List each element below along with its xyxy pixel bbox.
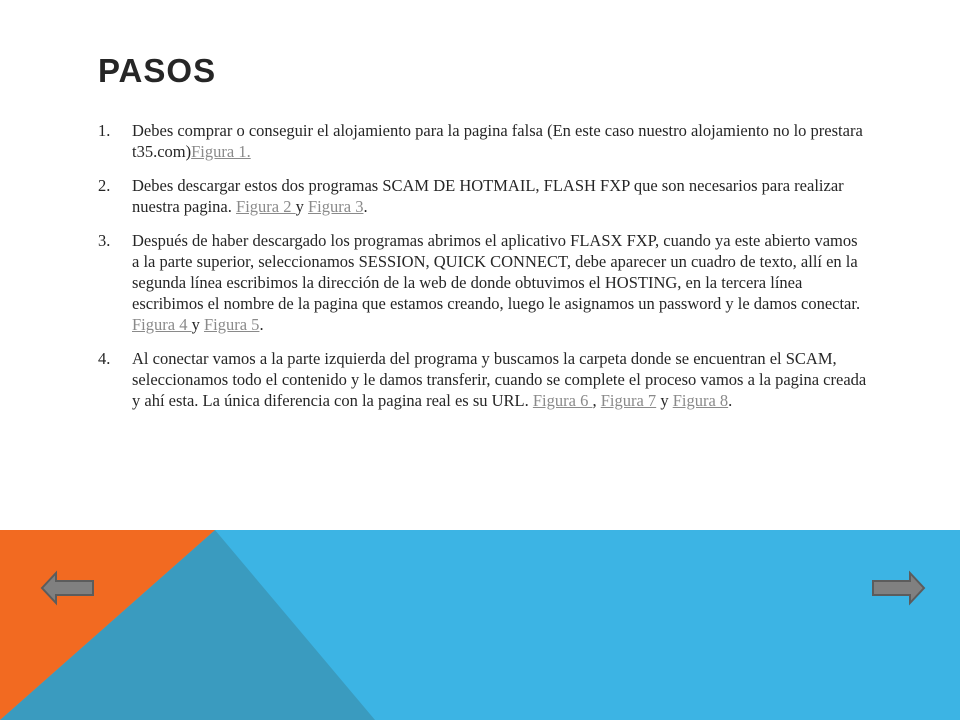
right-arrow-icon bbox=[873, 573, 924, 603]
steps-list bbox=[98, 120, 868, 424]
footer-band bbox=[0, 530, 960, 720]
link-figura-5[interactable]: Figura 5 bbox=[203, 315, 260, 334]
step-end: . bbox=[728, 391, 733, 410]
link-separator: , bbox=[592, 391, 601, 410]
step-2 bbox=[98, 175, 868, 217]
left-arrow-icon bbox=[42, 573, 93, 603]
step-text: Debes comprar o conseguir el alojamiento para la pagina falsa (En este caso nuestro alojamiento no lo prestara t35.com) bbox=[132, 121, 863, 161]
step-1 bbox=[98, 120, 868, 162]
prev-slide-button[interactable] bbox=[40, 570, 96, 606]
link-figura-7[interactable]: Figura 7 bbox=[600, 391, 657, 410]
link-separator: y bbox=[191, 315, 204, 334]
step-4 bbox=[98, 348, 868, 411]
step-number: 3. bbox=[98, 231, 111, 250]
slide-title: PASOS bbox=[98, 52, 217, 89]
link-figura-6[interactable]: Figura 6 bbox=[532, 391, 593, 410]
step-3 bbox=[98, 230, 868, 335]
step-number: 4. bbox=[98, 349, 111, 368]
step-end: . bbox=[363, 197, 368, 216]
step-text: Debes descargar estos dos programas SCAM DE HOTMAIL, FLASH FXP que son necesarios para realizar nuestra pagina. bbox=[132, 176, 844, 216]
step-number: 2. bbox=[98, 176, 111, 195]
step-number: 1. bbox=[98, 121, 111, 140]
link-separator: y bbox=[656, 391, 673, 410]
step-text: Después de haber descargado los programas abrimos el aplicativo FLASX FXP, cuando ya este abierto vamos a la parte superior, seleccionamos SESSION, QUICK CONNECT, debe aparecer un cuadro de texto, allí en la segunda línea escribimos la dirección de la web de donde obtuvimos el HOSTING, en la tercera línea escribimos el nombre de la pagina que estamos creando, luego le asignamos un password y le damos conectar. bbox=[132, 231, 861, 313]
link-figura-3[interactable]: Figura 3 bbox=[307, 197, 364, 216]
link-figura-8[interactable]: Figura 8 bbox=[672, 391, 729, 410]
next-slide-button[interactable] bbox=[870, 570, 926, 606]
link-figura-1[interactable]: Figura 1. bbox=[191, 142, 251, 161]
step-end: . bbox=[259, 315, 264, 334]
link-figura-2[interactable]: Figura 2 bbox=[236, 197, 296, 216]
link-separator: y bbox=[295, 197, 308, 216]
step-text: Al conectar vamos a la parte izquierda del programa y buscamos la carpeta donde se encuentran el SCAM, seleccionamos todo el contenido y le damos transferir, cuando se complete el proceso vamos a la pagina creada y ahí esta. La única diferencia con la pagina real es su URL. bbox=[132, 349, 867, 410]
link-figura-4[interactable]: Figura 4 bbox=[132, 315, 192, 334]
